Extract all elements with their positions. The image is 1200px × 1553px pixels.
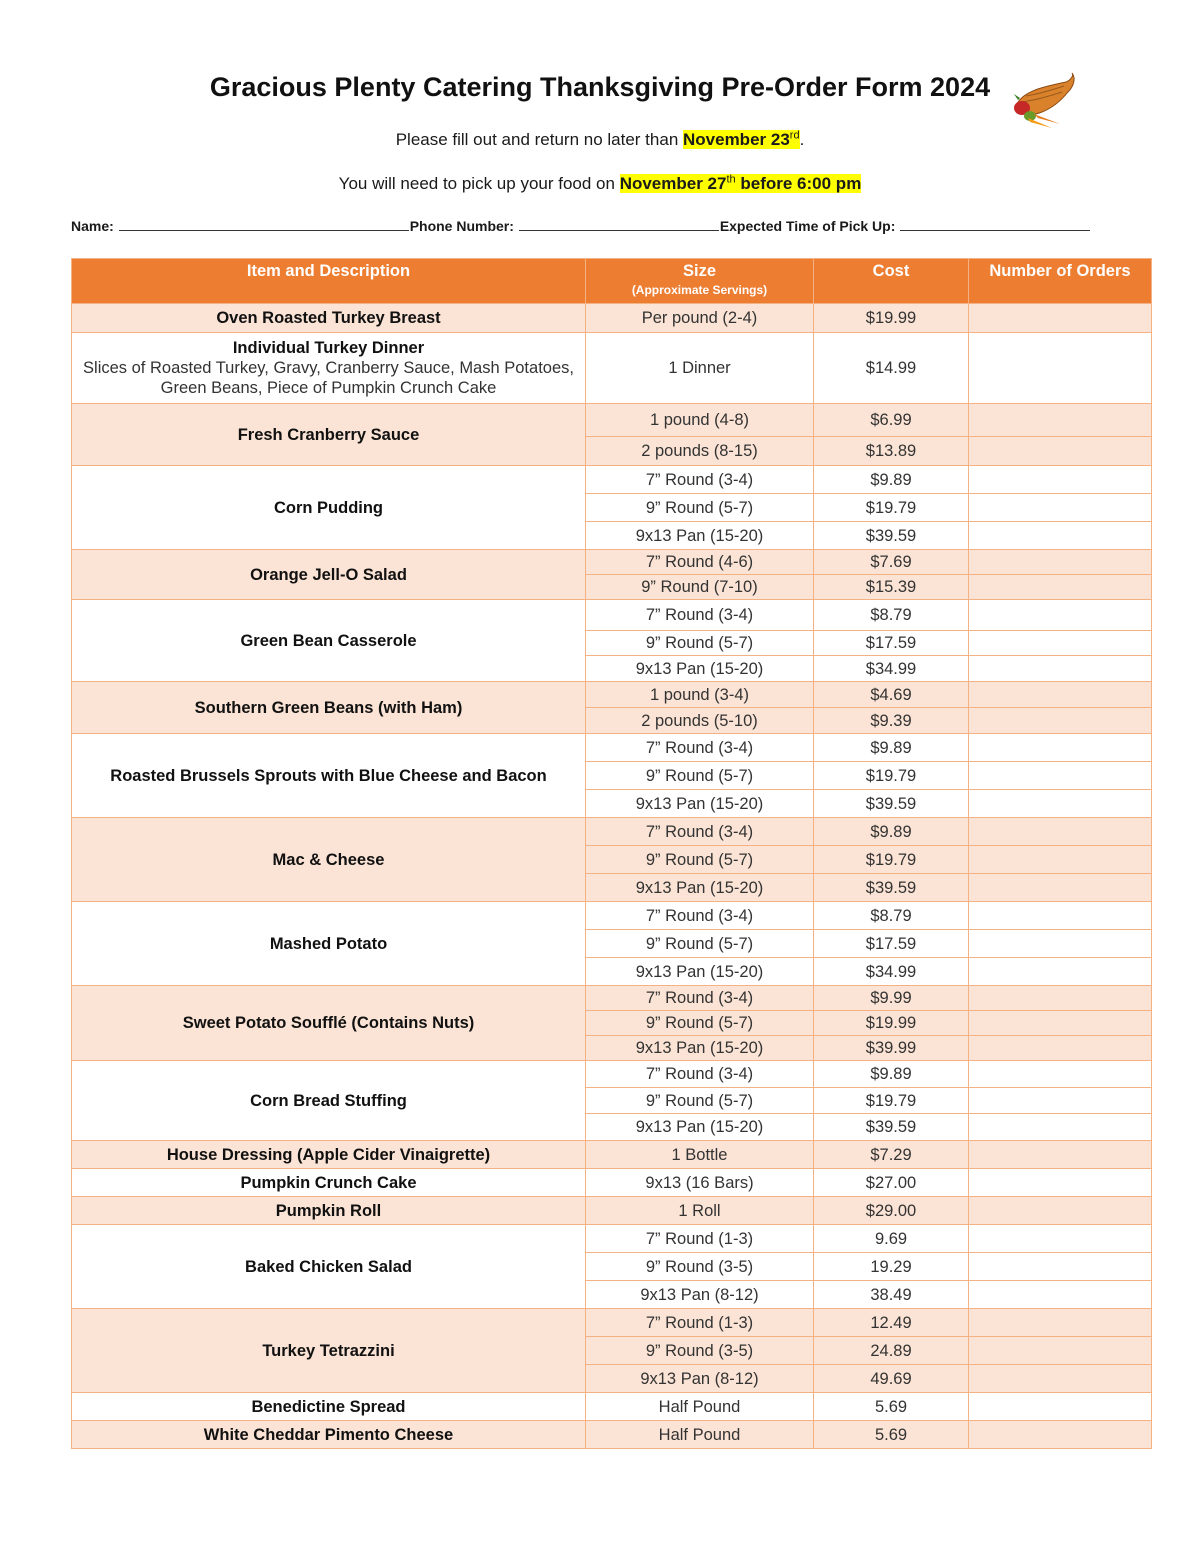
item-name: Pumpkin Crunch Cake bbox=[240, 1173, 417, 1192]
size-cell: 7” Round (3-4) bbox=[586, 986, 814, 1011]
table-row bbox=[72, 1141, 1152, 1169]
cost-cell: $9.89 bbox=[814, 734, 969, 762]
order-quantity-cell[interactable] bbox=[969, 575, 1152, 600]
item-name: Southern Green Beans (with Ham) bbox=[194, 698, 463, 717]
size-cell: 9x13 Pan (8-12) bbox=[586, 1365, 814, 1393]
cost-cell: $8.79 bbox=[814, 902, 969, 930]
cost-cell: $19.99 bbox=[814, 304, 969, 333]
order-quantity-cell[interactable] bbox=[969, 656, 1152, 682]
size-cell: 1 Dinner bbox=[586, 333, 814, 404]
item-name-cell bbox=[72, 734, 586, 818]
item-name-cell bbox=[72, 466, 586, 550]
item-name-cell bbox=[72, 1225, 586, 1309]
item-name: Oven Roasted Turkey Breast bbox=[216, 309, 441, 327]
pickup-prefix: You will need to pick up your food on bbox=[338, 174, 620, 193]
item-name-cell bbox=[72, 1393, 586, 1421]
size-cell: 7” Round (3-4) bbox=[586, 600, 814, 631]
cost-cell: $17.59 bbox=[814, 631, 969, 656]
order-quantity-cell[interactable] bbox=[969, 1036, 1152, 1061]
item-description: Slices of Roasted Turkey, Gravy, Cranberry Sauce, Mash Potatoes, Green Beans, Piece of Pumpkin Crunch Cake bbox=[83, 359, 574, 397]
cost-cell: $9.89 bbox=[814, 466, 969, 494]
item-name: Corn Bread Stuffing bbox=[250, 1091, 407, 1110]
order-quantity-cell[interactable] bbox=[969, 1337, 1152, 1365]
item-name: Benedictine Spread bbox=[251, 1397, 406, 1416]
size-cell: 7” Round (1-3) bbox=[586, 1309, 814, 1337]
size-cell: 9” Round (3-5) bbox=[586, 1253, 814, 1281]
order-quantity-cell[interactable] bbox=[969, 1141, 1152, 1169]
size-cell: 9” Round (5-7) bbox=[586, 1088, 814, 1114]
cost-cell: $9.99 bbox=[814, 986, 969, 1011]
table-row bbox=[72, 986, 1152, 1011]
item-name-cell bbox=[72, 1141, 586, 1169]
size-cell: 1 pound (4-8) bbox=[586, 404, 814, 437]
order-quantity-cell[interactable] bbox=[969, 902, 1152, 930]
cost-cell: 24.89 bbox=[814, 1337, 969, 1365]
order-quantity-cell[interactable] bbox=[969, 1421, 1152, 1449]
size-cell: 7” Round (4-6) bbox=[586, 550, 814, 575]
return-prefix: Please fill out and return no later than bbox=[395, 130, 683, 149]
name-field[interactable] bbox=[119, 218, 409, 231]
header-cost: Cost bbox=[814, 259, 969, 304]
table-row bbox=[72, 600, 1152, 631]
size-cell: Per pound (2-4) bbox=[586, 304, 814, 333]
pickup-date-highlight: November 27th before 6:00 pm bbox=[619, 173, 862, 193]
item-name-cell bbox=[72, 902, 586, 986]
order-quantity-cell[interactable] bbox=[969, 734, 1152, 762]
cost-cell: $39.99 bbox=[814, 1036, 969, 1061]
order-quantity-cell[interactable] bbox=[969, 986, 1152, 1011]
order-quantity-cell[interactable] bbox=[969, 1114, 1152, 1141]
order-quantity-cell[interactable] bbox=[969, 1309, 1152, 1337]
item-name-cell bbox=[72, 818, 586, 902]
size-cell: 9” Round (5-7) bbox=[586, 631, 814, 656]
order-quantity-cell[interactable] bbox=[969, 1169, 1152, 1197]
size-cell: 9x13 Pan (15-20) bbox=[586, 790, 814, 818]
order-quantity-cell[interactable] bbox=[969, 1061, 1152, 1088]
item-name: Roasted Brussels Sprouts with Blue Cheese and Bacon bbox=[110, 766, 547, 785]
header-size: Size (Approximate Servings) bbox=[586, 259, 814, 304]
item-name-cell bbox=[72, 1421, 586, 1449]
table-header-row bbox=[72, 259, 1152, 304]
order-quantity-cell[interactable] bbox=[969, 466, 1152, 494]
cost-cell: 19.29 bbox=[814, 1253, 969, 1281]
cost-cell: $19.79 bbox=[814, 762, 969, 790]
order-quantity-cell[interactable] bbox=[969, 846, 1152, 874]
cornucopia-icon bbox=[1008, 72, 1078, 132]
cost-cell: $34.99 bbox=[814, 958, 969, 986]
size-cell: 9” Round (5-7) bbox=[586, 846, 814, 874]
item-name-cell bbox=[72, 550, 586, 600]
item-name-cell bbox=[72, 1197, 586, 1225]
cost-cell: $9.39 bbox=[814, 708, 969, 734]
order-quantity-cell[interactable] bbox=[969, 600, 1152, 631]
table-row bbox=[72, 1197, 1152, 1225]
item-name: Pumpkin Roll bbox=[275, 1201, 382, 1220]
header-item: Item and Description bbox=[72, 259, 586, 304]
size-cell: 9x13 Pan (8-12) bbox=[586, 1281, 814, 1309]
size-cell: 9x13 Pan (15-20) bbox=[586, 522, 814, 550]
name-label: Name: bbox=[71, 218, 114, 234]
size-cell: 7” Round (3-4) bbox=[586, 818, 814, 846]
order-quantity-cell[interactable] bbox=[969, 1197, 1152, 1225]
order-quantity-cell[interactable] bbox=[969, 304, 1152, 333]
size-cell: 9” Round (5-7) bbox=[586, 494, 814, 522]
cost-cell: $39.59 bbox=[814, 790, 969, 818]
item-name: Sweet Potato Soufflé (Contains Nuts) bbox=[182, 1014, 475, 1032]
size-cell: 2 pounds (5-10) bbox=[586, 708, 814, 734]
table-row bbox=[72, 466, 1152, 494]
order-quantity-cell[interactable] bbox=[969, 1393, 1152, 1421]
cost-cell: 5.69 bbox=[814, 1421, 969, 1449]
return-date-highlight: November 23rd bbox=[683, 129, 800, 149]
table-row bbox=[72, 550, 1152, 575]
cost-cell: $15.39 bbox=[814, 575, 969, 600]
cost-cell: $19.79 bbox=[814, 846, 969, 874]
item-name: Green Bean Casserole bbox=[240, 631, 417, 650]
item-name-cell bbox=[72, 1169, 586, 1197]
item-name: Mac & Cheese bbox=[272, 850, 385, 869]
cost-cell: $4.69 bbox=[814, 682, 969, 708]
item-name: Corn Pudding bbox=[273, 498, 384, 517]
item-name-cell bbox=[72, 600, 586, 682]
item-name: Orange Jell-O Salad bbox=[250, 565, 407, 584]
form-title: Gracious Plenty Catering Thanksgiving Pre-Order Form 2024 bbox=[209, 72, 991, 102]
table-row bbox=[72, 1393, 1152, 1421]
item-name: Mashed Potato bbox=[269, 934, 388, 953]
order-quantity-cell[interactable] bbox=[969, 550, 1152, 575]
cost-cell: 38.49 bbox=[814, 1281, 969, 1309]
order-quantity-cell[interactable] bbox=[969, 1225, 1152, 1253]
phone-field[interactable] bbox=[519, 218, 719, 231]
item-name-cell bbox=[72, 1309, 586, 1393]
header-orders: Number of Orders bbox=[969, 259, 1152, 304]
order-quantity-cell[interactable] bbox=[969, 958, 1152, 986]
size-cell: 1 Bottle bbox=[586, 1141, 814, 1169]
item-name: Baked Chicken Salad bbox=[245, 1257, 412, 1276]
cost-cell: $39.59 bbox=[814, 522, 969, 550]
order-quantity-cell[interactable] bbox=[969, 1365, 1152, 1393]
order-quantity-cell[interactable] bbox=[969, 494, 1152, 522]
cost-cell: $29.00 bbox=[814, 1197, 969, 1225]
order-quantity-cell[interactable] bbox=[969, 1011, 1152, 1036]
size-cell: 9x13 Pan (15-20) bbox=[586, 958, 814, 986]
cost-cell: $19.79 bbox=[814, 1088, 969, 1114]
item-name: White Cheddar Pimento Cheese bbox=[203, 1425, 454, 1444]
size-cell: Half Pound bbox=[586, 1421, 814, 1449]
table-row bbox=[72, 404, 1152, 437]
order-quantity-cell[interactable] bbox=[969, 631, 1152, 656]
return-instruction: Please fill out and return no later than November 23rd. bbox=[395, 129, 805, 149]
item-name: Individual Turkey Dinner bbox=[232, 339, 425, 357]
size-cell: Half Pound bbox=[586, 1393, 814, 1421]
size-cell: 9x13 Pan (15-20) bbox=[586, 656, 814, 682]
table-row bbox=[72, 1309, 1152, 1337]
size-cell: 9” Round (7-10) bbox=[586, 575, 814, 600]
pickup-time-label: Expected Time of Pick Up: bbox=[719, 218, 896, 234]
size-cell: 1 pound (3-4) bbox=[586, 682, 814, 708]
size-cell: 9x13 Pan (15-20) bbox=[586, 1114, 814, 1141]
table-row bbox=[72, 902, 1152, 930]
size-cell: 9” Round (5-7) bbox=[586, 930, 814, 958]
cost-cell: $19.79 bbox=[814, 494, 969, 522]
table-row bbox=[72, 1421, 1152, 1449]
order-quantity-cell[interactable] bbox=[969, 404, 1152, 437]
cost-cell: $19.99 bbox=[814, 1011, 969, 1036]
order-quantity-cell[interactable] bbox=[969, 1088, 1152, 1114]
size-cell: 9x13 Pan (15-20) bbox=[586, 874, 814, 902]
order-quantity-cell[interactable] bbox=[969, 762, 1152, 790]
table-row bbox=[72, 1169, 1152, 1197]
table-row bbox=[72, 1061, 1152, 1088]
size-cell: 7” Round (3-4) bbox=[586, 734, 814, 762]
cost-cell: $8.79 bbox=[814, 600, 969, 631]
cost-cell: $9.89 bbox=[814, 818, 969, 846]
size-cell: 1 Roll bbox=[586, 1197, 814, 1225]
phone-label: Phone Number: bbox=[409, 218, 514, 234]
cost-cell: $17.59 bbox=[814, 930, 969, 958]
order-table bbox=[71, 258, 1152, 1449]
cost-cell: $14.99 bbox=[814, 333, 969, 404]
cost-cell: $6.99 bbox=[814, 404, 969, 437]
size-cell: 7” Round (3-4) bbox=[586, 466, 814, 494]
item-name: Turkey Tetrazzini bbox=[262, 1341, 395, 1360]
contact-fields bbox=[71, 218, 1131, 234]
size-cell: 9” Round (5-7) bbox=[586, 762, 814, 790]
order-quantity-cell[interactable] bbox=[969, 333, 1152, 404]
order-quantity-cell[interactable] bbox=[969, 1281, 1152, 1309]
cost-cell: 5.69 bbox=[814, 1393, 969, 1421]
size-cell: 9x13 Pan (15-20) bbox=[586, 1036, 814, 1061]
cost-cell: $34.99 bbox=[814, 656, 969, 682]
cost-cell: $13.89 bbox=[814, 437, 969, 466]
size-cell: 9” Round (3-5) bbox=[586, 1337, 814, 1365]
item-name: House Dressing (Apple Cider Vinaigrette) bbox=[166, 1145, 491, 1164]
order-quantity-cell[interactable] bbox=[969, 708, 1152, 734]
item-name-cell bbox=[72, 1061, 586, 1141]
size-cell: 7” Round (3-4) bbox=[586, 1061, 814, 1088]
order-quantity-cell[interactable] bbox=[969, 874, 1152, 902]
size-cell: 7” Round (1-3) bbox=[586, 1225, 814, 1253]
cost-cell: $27.00 bbox=[814, 1169, 969, 1197]
table-row bbox=[72, 333, 1152, 404]
order-quantity-cell[interactable] bbox=[969, 818, 1152, 846]
table-row bbox=[72, 818, 1152, 846]
cost-cell: 12.49 bbox=[814, 1309, 969, 1337]
header-size-sub: (Approximate Servings) bbox=[631, 283, 768, 297]
order-quantity-cell[interactable] bbox=[969, 790, 1152, 818]
order-quantity-cell[interactable] bbox=[969, 682, 1152, 708]
order-quantity-cell[interactable] bbox=[969, 437, 1152, 466]
item-name-cell bbox=[72, 986, 586, 1061]
table-row bbox=[72, 304, 1152, 333]
table-row bbox=[72, 682, 1152, 708]
cost-cell: $39.59 bbox=[814, 1114, 969, 1141]
size-cell: 7” Round (3-4) bbox=[586, 902, 814, 930]
size-cell: 9x13 (16 Bars) bbox=[586, 1169, 814, 1197]
pickup-time-field[interactable] bbox=[900, 218, 1090, 231]
order-quantity-cell[interactable] bbox=[969, 1253, 1152, 1281]
cost-cell: $7.69 bbox=[814, 550, 969, 575]
order-quantity-cell[interactable] bbox=[969, 930, 1152, 958]
order-quantity-cell[interactable] bbox=[969, 522, 1152, 550]
item-name-cell bbox=[72, 333, 586, 404]
item-name-cell bbox=[72, 682, 586, 734]
item-name: Fresh Cranberry Sauce bbox=[237, 425, 420, 444]
pickup-instruction bbox=[0, 174, 1200, 194]
size-cell: 2 pounds (8-15) bbox=[586, 437, 814, 466]
table-row bbox=[72, 734, 1152, 762]
item-name-cell bbox=[72, 404, 586, 466]
cost-cell: $7.29 bbox=[814, 1141, 969, 1169]
size-cell: 9” Round (5-7) bbox=[586, 1011, 814, 1036]
cost-cell: $9.89 bbox=[814, 1061, 969, 1088]
cost-cell: $39.59 bbox=[814, 874, 969, 902]
cost-cell: 9.69 bbox=[814, 1225, 969, 1253]
cost-cell: 49.69 bbox=[814, 1365, 969, 1393]
item-name-cell bbox=[72, 304, 586, 333]
table-row bbox=[72, 1225, 1152, 1253]
